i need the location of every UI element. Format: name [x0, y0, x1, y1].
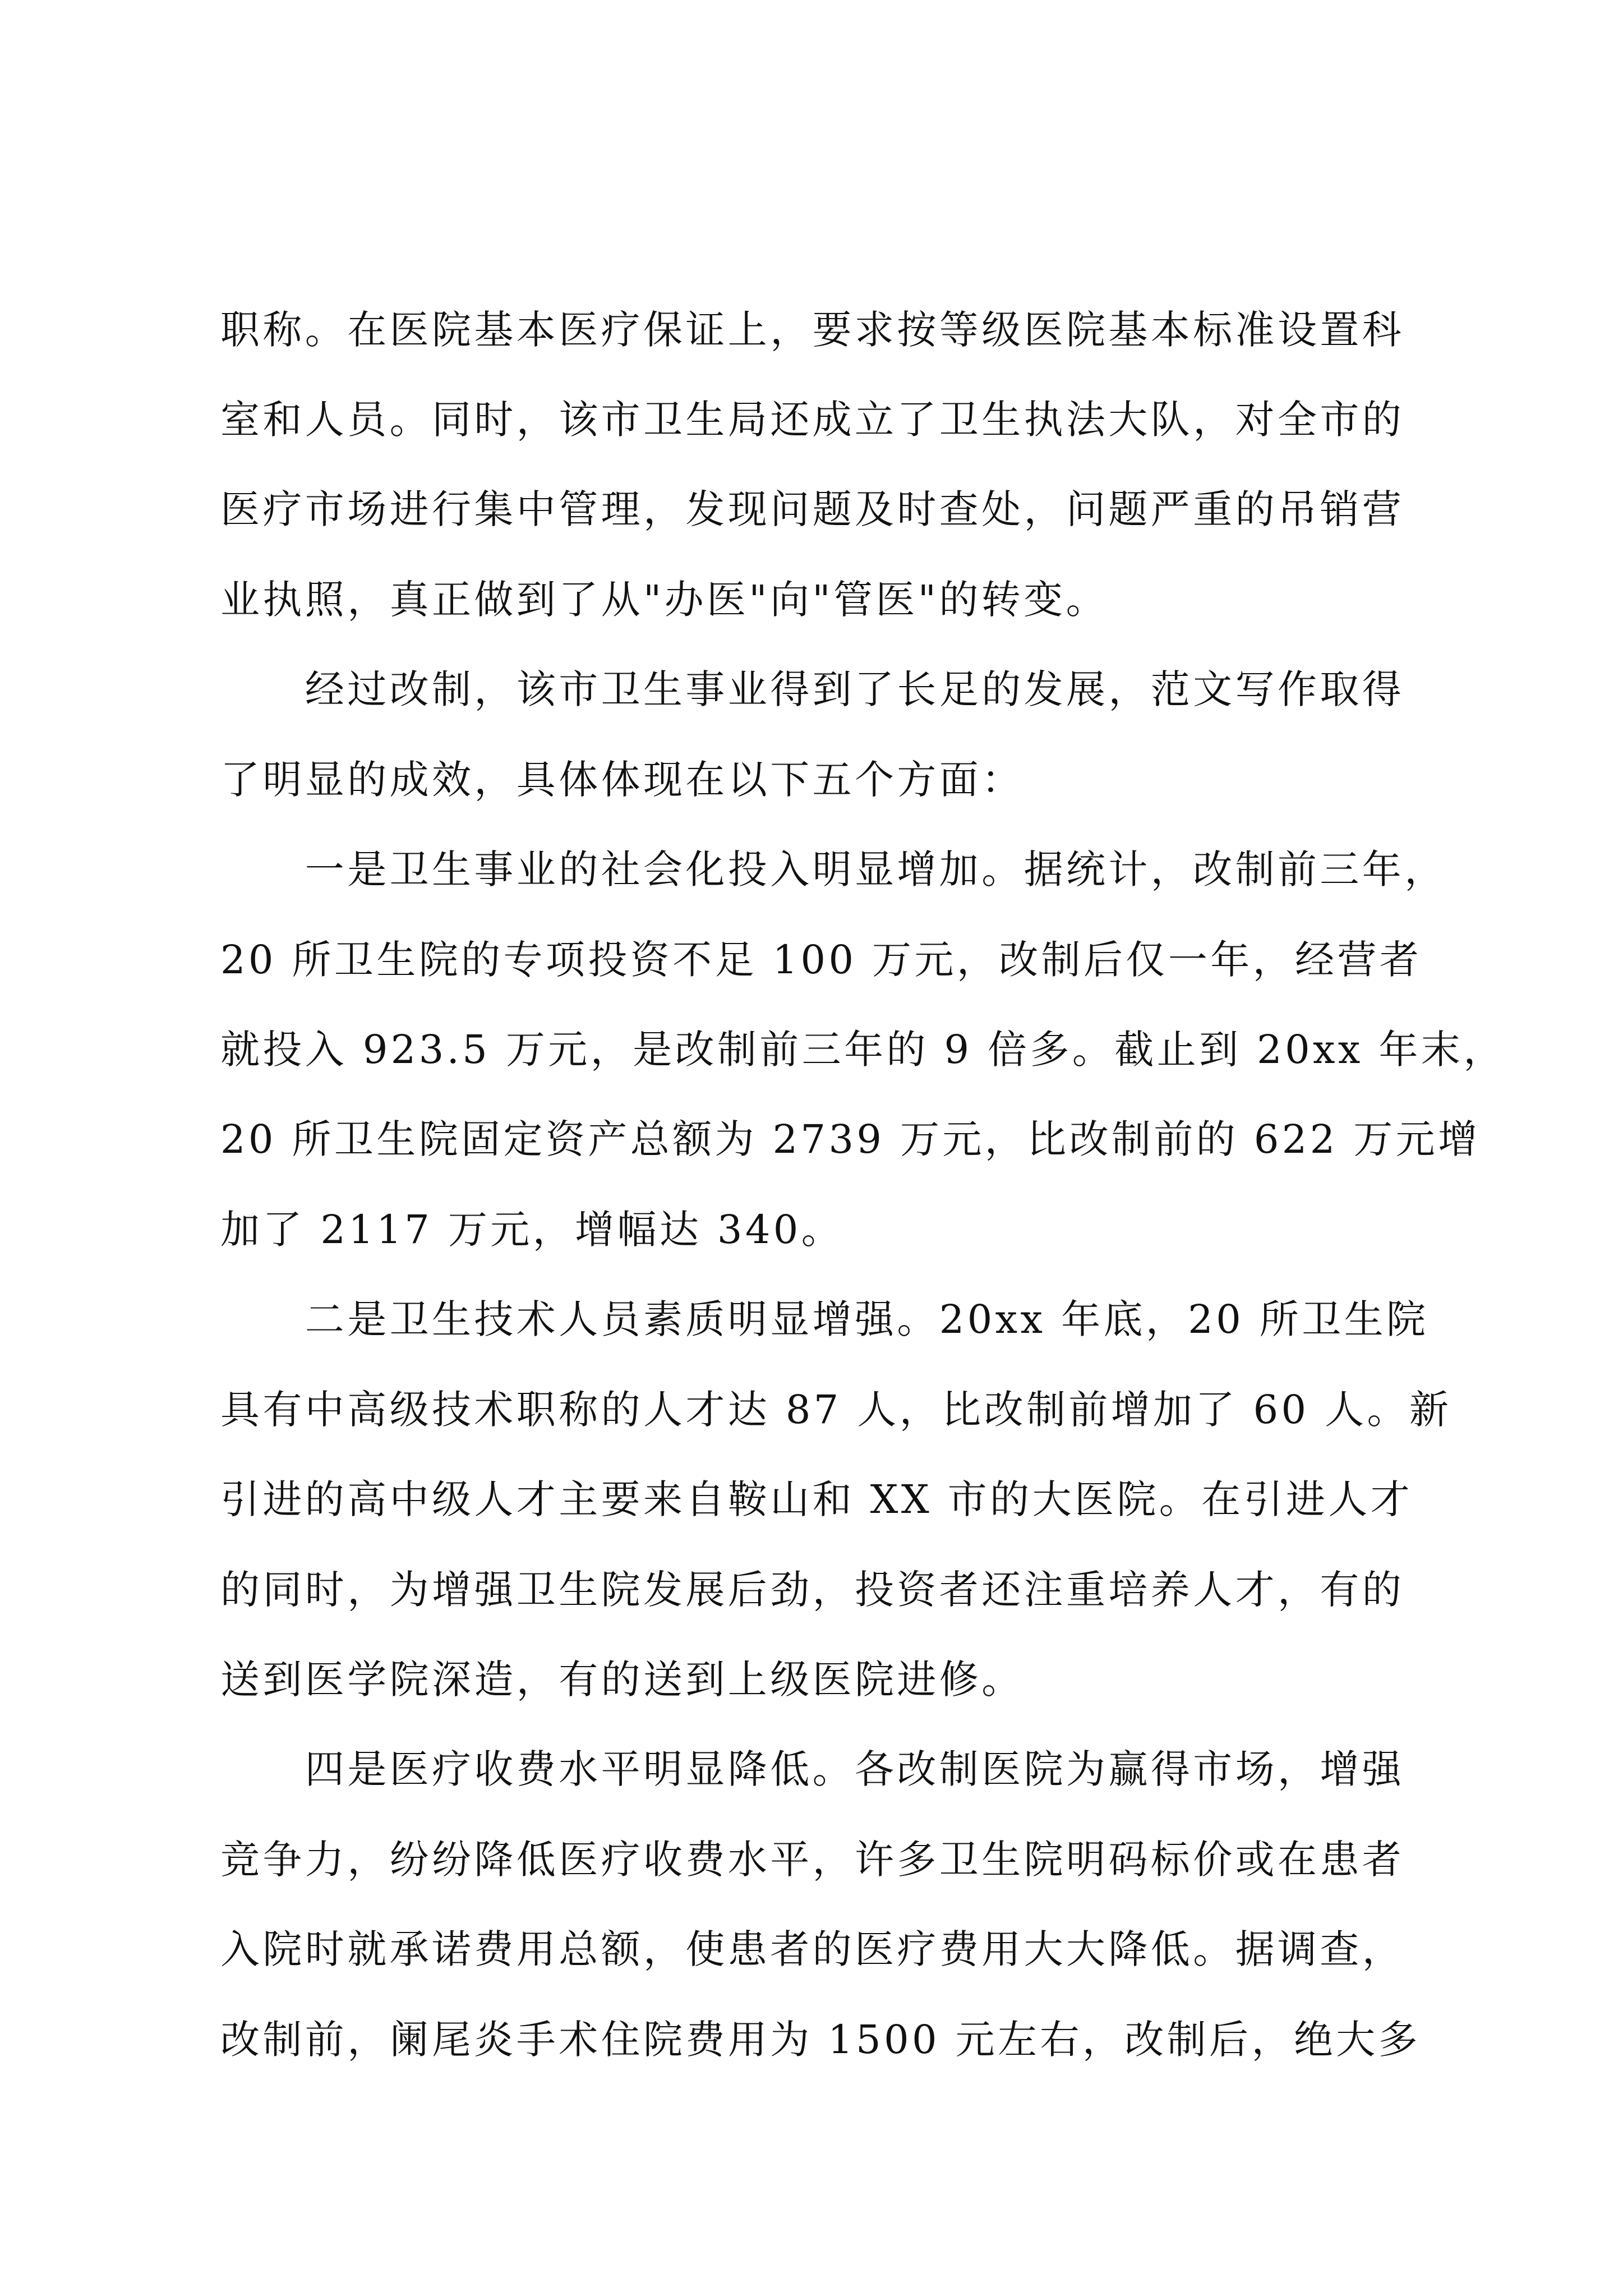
text-line: 引进的高中级人才主要来自鞍山和 XX 市的大医院。在引进人才 — [220, 1476, 1413, 1522]
text-line: 职称。在医院基本医疗保证上，要求按等级医院基本标准设置科 — [220, 307, 1405, 353]
text-line: 经过改制，该市卫生事业得到了长足的发展，范文写作取得 — [220, 666, 1405, 712]
text-line: 20 所卫生院固定资产总额为 2739 万元，比改制前的 622 万元增 — [220, 1116, 1481, 1162]
text-line: 室和人员。同时，该市卫生局还成立了卫生执法大队，对全市的 — [220, 397, 1405, 443]
text-line: 二是卫生技术人员素质明显增强。20xx 年底，20 所卫生院 — [220, 1296, 1429, 1342]
text-line: 医疗市场进行集中管理，发现问题及时查处，问题严重的吊销营 — [220, 486, 1405, 532]
text-line: 具有中高级技术职称的人才达 87 人，比改制前增加了 60 人。新 — [220, 1387, 1452, 1433]
text-line: 送到医学院深造，有的送到上级医院进修。 — [220, 1657, 1024, 1703]
text-line: 改制前，阑尾炎手术住院费用为 1500 元左右，改制后，绝大多 — [220, 2017, 1421, 2063]
text-line: 了明显的成效，具体体现在以下五个方面： — [220, 757, 1024, 803]
text-line: 就投入 923.5 万元，是改制前三年的 9 倍多。截止到 20xx 年末， — [220, 1027, 1506, 1073]
text-line: 业执照，真正做到了从"办医"向"管医"的转变。 — [220, 577, 1108, 623]
text-line: 加了 2117 万元，增幅达 340。 — [220, 1207, 844, 1253]
text-line: 20 所卫生院的专项投资不足 100 万元，改制后仅一年，经营者 — [220, 937, 1422, 983]
text-line: 一是卫生事业的社会化投入明显增加。据统计，改制前三年， — [220, 846, 1447, 892]
text-line: 入院时就承诺费用总额，使患者的医疗费用大大降低。据调查， — [220, 1926, 1405, 1972]
text-line: 竞争力，纷纷降低医疗收费水平，许多卫生院明码标价或在患者 — [220, 1837, 1405, 1883]
text-line: 四是医疗收费水平明显降低。各改制医院为赢得市场，增强 — [220, 1746, 1405, 1792]
text-line: 的同时，为增强卫生院发展后劲，投资者还注重培养人才，有的 — [220, 1567, 1405, 1613]
